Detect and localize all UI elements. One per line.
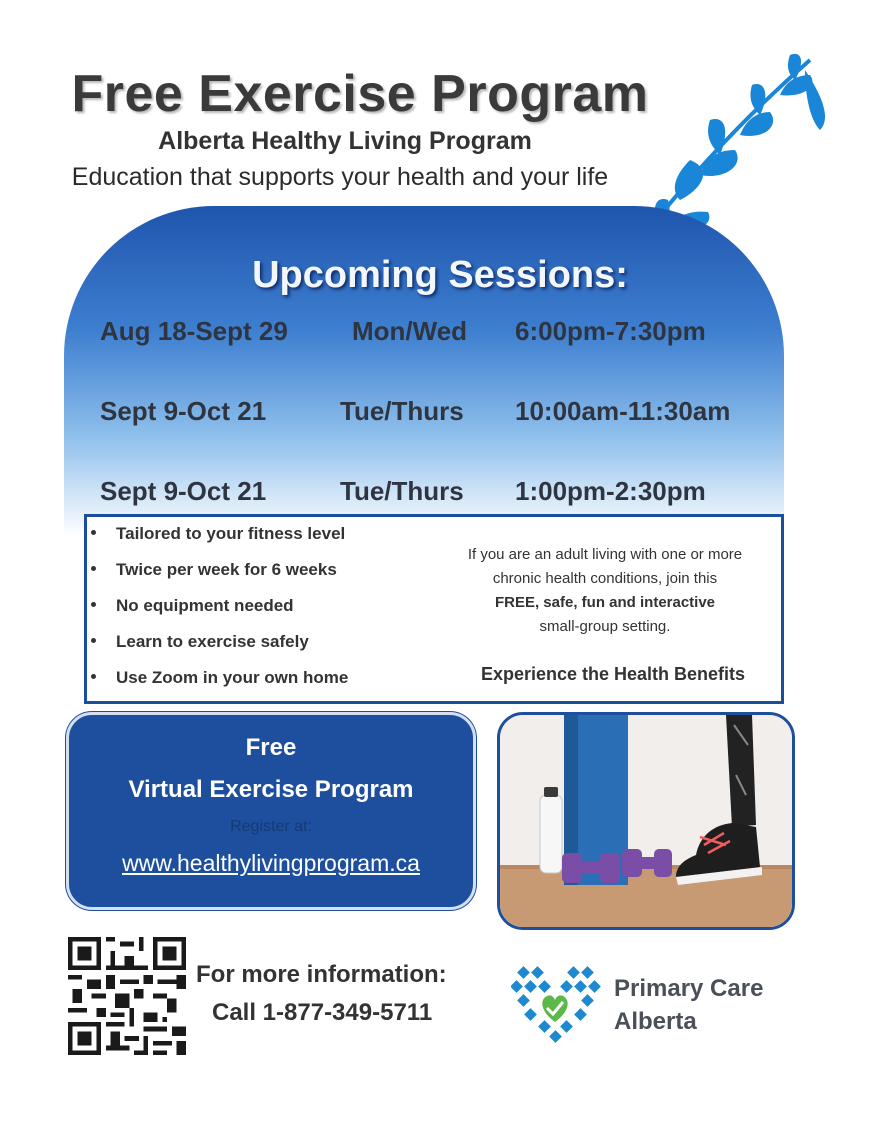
session-1-dates: Aug 18-Sept 29: [100, 316, 288, 346]
tagline: Education that supports your health and your life: [71, 163, 609, 191]
phone-number[interactable]: Call 1-877-349-5711: [212, 999, 433, 1026]
page-subtitle: Alberta Healthy Living Program: [158, 127, 532, 155]
bullet-icon: [91, 530, 96, 535]
info-text-line: small-group setting.: [539, 618, 671, 635]
qr-code[interactable]: [68, 937, 186, 1055]
cta-free: Free: [245, 734, 297, 761]
primary-care-alberta-logo-icon: [511, 964, 601, 1044]
feature-item: Use Zoom in your own home: [91, 668, 348, 688]
cta-program-name: Virtual Exercise Program: [128, 776, 414, 803]
session-2-days: Tue/Thurs: [340, 396, 464, 426]
info-text-line: chronic health conditions, join this: [492, 570, 718, 587]
benefits-tagline: Experience the Health Benefits: [480, 664, 746, 684]
session-1-days: Mon/Wed: [352, 316, 468, 346]
cta-register-label: Register at:: [230, 818, 312, 835]
feature-item: No equipment needed: [91, 596, 294, 616]
info-text-line: If you are an adult living with one or more: [467, 546, 743, 563]
session-1-time: 6:00pm-7:30pm: [515, 316, 706, 346]
feature-item: Tailored to your fitness level: [91, 524, 345, 544]
exercise-photo: [497, 712, 795, 930]
registration-link[interactable]: www.healthylivingprogram.ca: [122, 850, 420, 876]
session-2-time: 10:00am-11:30am: [515, 396, 731, 426]
page-title: Free Exercise Program: [71, 65, 649, 123]
exercise-illustration: [500, 715, 792, 927]
session-2-dates: Sept 9-Oct 21: [100, 396, 267, 426]
logo-text-line2: Alberta: [614, 1008, 697, 1035]
feature-item: Twice per week for 6 weeks: [91, 560, 337, 580]
session-3-days: Tue/Thurs: [340, 476, 464, 506]
feature-item: Learn to exercise safely: [91, 632, 309, 652]
bullet-icon: [91, 602, 96, 607]
bullet-icon: [91, 674, 96, 679]
session-3-time: 1:00pm-2:30pm: [515, 476, 706, 506]
session-3-dates: Sept 9-Oct 21: [100, 476, 267, 506]
bullet-icon: [91, 566, 96, 571]
info-text-bold: FREE, safe, fun and interactive: [494, 594, 716, 611]
sessions-heading: Upcoming Sessions:: [252, 254, 628, 296]
more-info-label: For more information:: [196, 961, 447, 988]
logo-text-line1: Primary Care: [614, 975, 764, 1002]
bullet-icon: [91, 638, 96, 643]
